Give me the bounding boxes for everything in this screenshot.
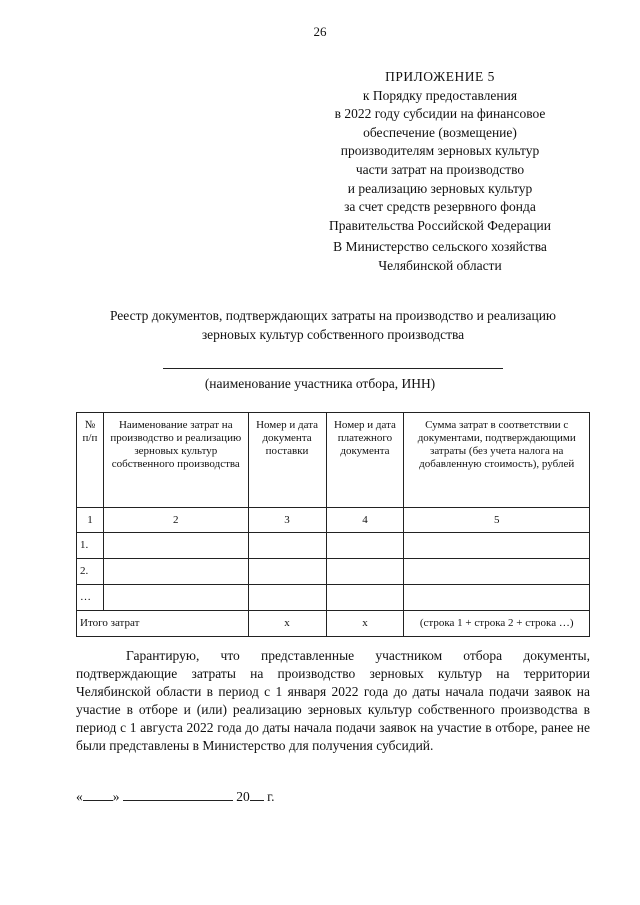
registry-table bbox=[76, 412, 590, 637]
year-suffix: г. bbox=[267, 789, 275, 804]
column-number: 5 bbox=[404, 508, 590, 533]
table-row bbox=[77, 559, 590, 585]
column-number: 2 bbox=[103, 508, 248, 533]
registry-title-line: зерновых культур собственного производства bbox=[201, 327, 465, 342]
annex-line: за счет средств резервного фонда bbox=[344, 199, 536, 215]
table-cell bbox=[103, 585, 248, 611]
date-close-quote: » bbox=[112, 789, 120, 804]
table-cell bbox=[404, 585, 590, 611]
page-number: 26 bbox=[313, 24, 327, 39]
table-cell bbox=[404, 533, 590, 559]
table-row bbox=[77, 533, 590, 559]
guarantee-text: Гарантирую, что представленные участником отбора документы, подтверждающие затраты на производство зерновых культур на территории Челябинской области в период с 1 января 2022 года до даты начала подачи заявок на участие в отборе и (или) реализацию зерновых культур собственного производства в период с 1 августа 2022 года до даты начала подачи заявок на участие в отборе, ранее не были представлены в Министерство для получения субсидий. bbox=[76, 648, 590, 753]
participant-caption: (наименование участника отбора, ИНН) bbox=[204, 376, 436, 391]
registry-title-line: Реестр документов, подтверждающих затраты на производство и реализацию bbox=[109, 308, 557, 323]
table-cell bbox=[248, 533, 326, 559]
annex-line: части затрат на производство bbox=[355, 161, 525, 177]
annex-line: обеспечение (возмещение) bbox=[363, 124, 517, 140]
participant-blank-line bbox=[163, 368, 503, 369]
column-number: 1 bbox=[77, 508, 104, 533]
table-cell bbox=[326, 533, 404, 559]
annex-header bbox=[300, 68, 580, 235]
header-cell-cost-name: Наименование затрат на производство и реализацию зерновых культур собственного производства bbox=[103, 413, 248, 508]
annex-line: в 2022 году субсидии на финансовое bbox=[334, 106, 546, 122]
addressee-line: Челябинской области bbox=[378, 257, 502, 273]
row-number: 2. bbox=[77, 559, 104, 585]
addressee-line: В Министерство сельского хозяйства bbox=[333, 239, 547, 254]
column-number-row bbox=[77, 508, 590, 533]
table-cell bbox=[103, 559, 248, 585]
column-number: 4 bbox=[326, 508, 404, 533]
table-cell bbox=[248, 559, 326, 585]
row-number: … bbox=[77, 585, 104, 611]
header-cell-amount: Сумма затрат в соответствии с документами, подтверждающими затраты (без учета налога на добавленную стоимость), рублей bbox=[404, 413, 590, 508]
month-blank bbox=[123, 788, 233, 801]
signature-date-line bbox=[76, 788, 275, 805]
date-open-quote: « bbox=[76, 789, 83, 804]
annex-line: Правительства Российской Федерации bbox=[329, 217, 551, 233]
table-cell bbox=[326, 585, 404, 611]
total-row bbox=[77, 611, 590, 637]
table-row bbox=[77, 585, 590, 611]
year-blank bbox=[250, 788, 264, 801]
table-cell bbox=[248, 585, 326, 611]
annex-line: производителям зерновых культур bbox=[340, 143, 540, 159]
table-header-row bbox=[77, 413, 590, 508]
total-cell-delivery: х bbox=[248, 611, 326, 637]
total-label: Итого затрат bbox=[77, 611, 249, 637]
total-cell-payment: х bbox=[326, 611, 404, 637]
table-cell bbox=[103, 533, 248, 559]
table-cell bbox=[404, 559, 590, 585]
table-cell bbox=[326, 559, 404, 585]
annex-line: и реализацию зерновых культур bbox=[347, 180, 533, 196]
addressee bbox=[300, 238, 580, 275]
column-number: 3 bbox=[248, 508, 326, 533]
header-cell-number: № п/п bbox=[77, 413, 104, 508]
year-prefix: 20 bbox=[236, 789, 250, 804]
header-cell-delivery-doc: Номер и дата документа поставки bbox=[248, 413, 326, 508]
annex-line: к Порядку предоставления bbox=[362, 87, 518, 103]
row-number: 1. bbox=[77, 533, 104, 559]
guarantee-statement bbox=[76, 647, 590, 755]
day-blank bbox=[83, 788, 113, 801]
total-cell-amount: (строка 1 + строка 2 + строка …) bbox=[404, 611, 590, 637]
header-cell-payment-doc: Номер и дата платежного документа bbox=[326, 413, 404, 508]
registry-title bbox=[70, 306, 596, 344]
annex-title: ПРИЛОЖЕНИЕ 5 bbox=[385, 69, 495, 84]
